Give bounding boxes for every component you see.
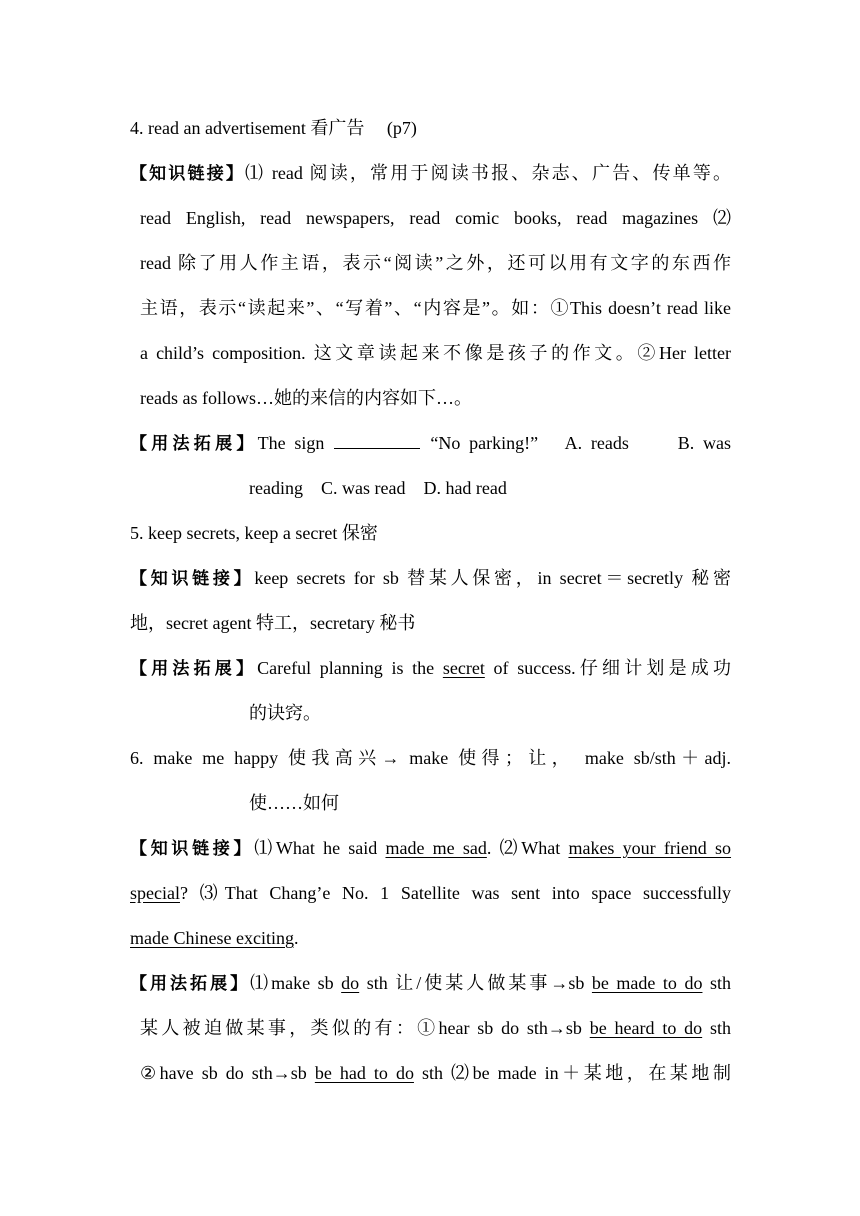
usage-extension-label: 【用法拓展】 <box>130 434 258 454</box>
extension-text: of success.仔细计划是成功 <box>484 658 731 678</box>
extension-text: ⑴make sb <box>250 973 342 993</box>
knowledge-link-label: 【知识链接】 <box>130 839 255 859</box>
underlined-phrase: made me sad <box>385 838 487 858</box>
underlined-phrase: special <box>130 883 180 903</box>
underlined-phrase: made Chinese exciting <box>130 928 294 948</box>
knowledge-text: ⑴What he said <box>254 838 386 858</box>
extension-text: sth <box>702 1018 731 1038</box>
extension-text: Careful planning is the <box>257 658 443 678</box>
section-5-extension-line-1 <box>130 656 731 681</box>
extension-text: ②have sb do sth→sb <box>140 1063 315 1083</box>
usage-extension-label: 【用法拓展】 <box>130 659 258 679</box>
knowledge-text: keep secrets for sb 替某人保密，in secret＝secretly 秘密 <box>254 568 732 588</box>
section-6-knowledge-line-3 <box>130 926 731 950</box>
extension-text: sth ⑵be made in＋某地，在某地制 <box>413 1063 731 1083</box>
section-4-extension-line-2: reading C. was read D. had read <box>249 478 507 498</box>
section-5-knowledge-line-1 <box>130 566 731 591</box>
section-4-knowledge-line-5: a child’s composition. 这文章读起来不像是孩子的作文。②Her letter <box>140 343 731 363</box>
section-4-knowledge-line-4: 主语，表示“读起来”、“写着”、“内容是”。如：①This doesn’t read like <box>140 298 731 318</box>
knowledge-text: . ⑵What <box>486 838 569 858</box>
underlined-phrase: be had to do <box>314 1063 414 1083</box>
section-6-extension-line-2 <box>140 1016 731 1040</box>
knowledge-link-label: 【知识链接】 <box>130 164 246 184</box>
section-5-extension-line-2: 的诀窍。 <box>249 703 321 723</box>
answer-blank[interactable] <box>334 447 420 449</box>
knowledge-text: ⑴ read 阅读，常用于阅读书报、杂志、广告、传单等。 <box>245 163 731 183</box>
section-6-extension-line-3 <box>140 1061 731 1085</box>
section-6-heading-line-2: 使……如何 <box>249 793 339 813</box>
usage-extension-label: 【用法拓展】 <box>130 974 251 994</box>
section-6-extension-line-1 <box>130 971 731 996</box>
underlined-phrase: makes your friend so <box>568 838 732 858</box>
question-options: “No parking!” A. reads B. was <box>430 433 731 453</box>
section-5-knowledge-line-2: 地，secret agent 特工，secretary 秘书 <box>130 613 416 633</box>
section-5-heading: 5. keep secrets, keep a secret 保密 <box>130 523 378 543</box>
section-4-knowledge-line-2: read English, read newspapers, read comic books, read magazines ⑵ <box>140 208 731 228</box>
extension-text: sth 让/使某人做某事→sb <box>359 973 592 993</box>
knowledge-text: . <box>293 928 299 948</box>
question-text: The sign <box>257 433 325 453</box>
section-4-knowledge-line-1 <box>130 161 731 186</box>
section-4-extension-line-1 <box>130 431 731 456</box>
section-6-heading: 6. make me happy 使我高兴→ make 使得；让， make sb/sth＋adj. <box>130 748 731 768</box>
underlined-word: secret <box>442 658 485 678</box>
underlined-phrase: be made to do <box>591 973 703 993</box>
extension-text: 某人被迫做某事，类似的有：①hear sb do sth→sb <box>140 1018 590 1038</box>
section-6-knowledge-line-2 <box>130 881 731 905</box>
section-4-knowledge-line-3: read 除了用人作主语，表示“阅读”之外，还可以用有文字的东西作 <box>140 253 731 273</box>
section-6-knowledge-line-1 <box>130 836 731 861</box>
section-4-knowledge-line-6: reads as follows…她的来信的内容如下…。 <box>140 388 472 408</box>
knowledge-link-label: 【知识链接】 <box>130 569 255 589</box>
section-4-heading: 4. read an advertisement 看广告 (p7) <box>130 118 417 138</box>
knowledge-text: ? ⑶That Chang’e No. 1 Satellite was sent into space successfully <box>179 883 731 903</box>
underlined-phrase: be heard to do <box>589 1018 703 1038</box>
underlined-phrase: do <box>341 973 360 993</box>
extension-text: sth <box>702 973 731 993</box>
